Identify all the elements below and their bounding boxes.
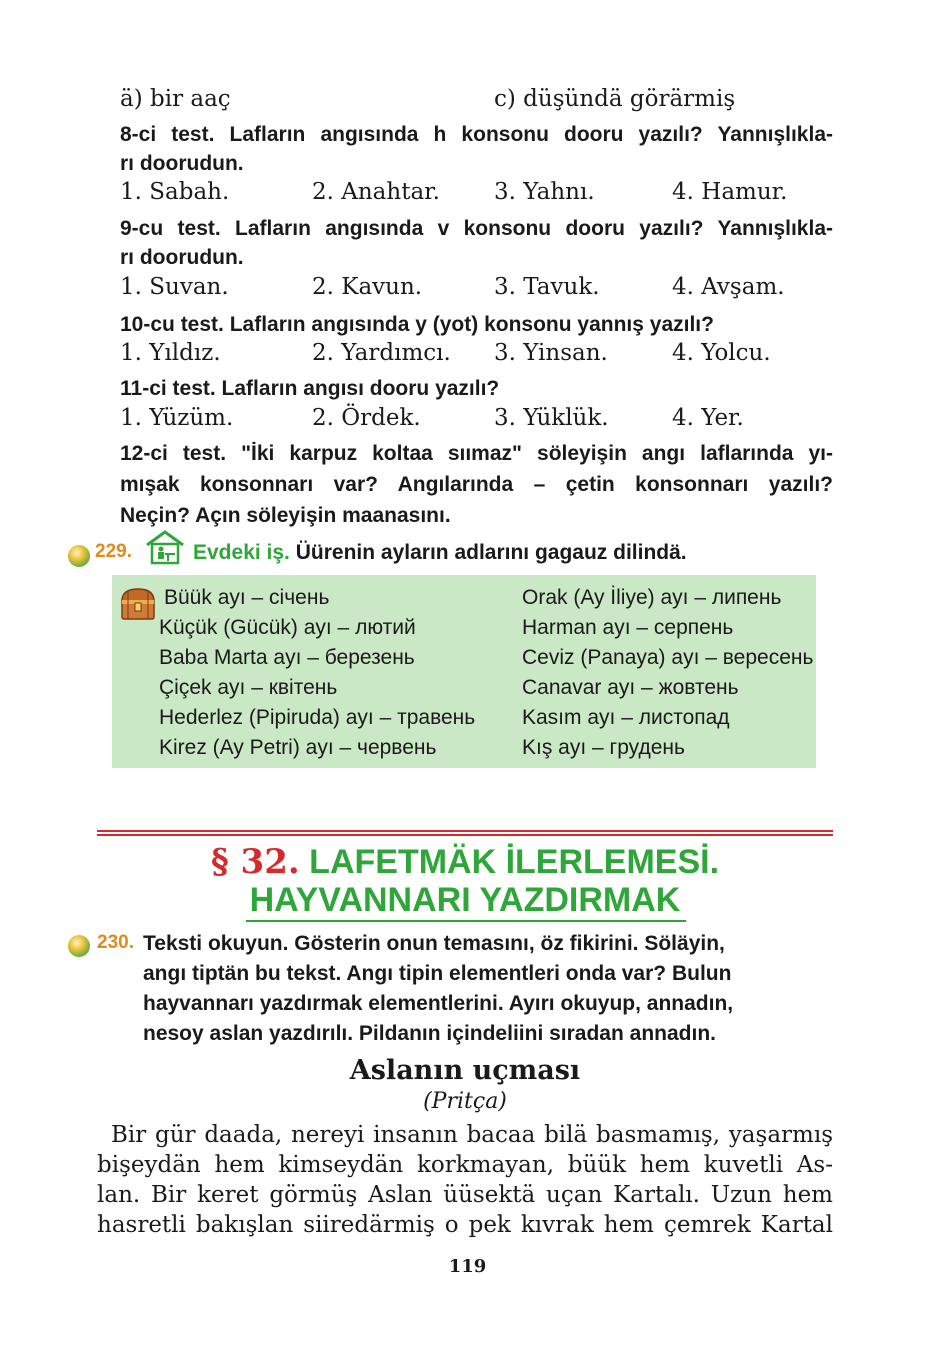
test-11-option-1: 1. Yüzüm. xyxy=(120,405,234,431)
exercise-229-label: Evdeki iş. xyxy=(193,541,290,564)
test-10-option-2: 2. Yardımcı. xyxy=(312,340,451,366)
story-author: (Pritça) xyxy=(423,1089,507,1114)
test-9-line-2: rı doorudun. xyxy=(120,246,244,269)
exercise-229-text: Üürenin ayların adlarını gagauz dilindä. xyxy=(295,541,687,564)
bullet-icon xyxy=(68,545,90,567)
month-right-6: Kış ayı – грудень xyxy=(522,736,685,759)
test-12-question xyxy=(120,438,833,531)
test-8-option-3: 3. Yahnı. xyxy=(494,179,595,205)
section-title-line-1 xyxy=(97,842,833,882)
section-title: LAFETMÄK İLERLEMESİ. xyxy=(309,843,720,881)
bullet-icon xyxy=(68,935,90,957)
test-8-line-2: rı doorudun. xyxy=(120,152,244,175)
month-right-4: Canavar ayı – жовтень xyxy=(522,676,739,699)
month-left-3: Baba Marta ayı – березень xyxy=(159,646,415,669)
test-9-option-4: 4. Avşam. xyxy=(672,274,785,300)
page-number: 119 xyxy=(448,1256,487,1277)
section-divider xyxy=(97,830,833,838)
story-body xyxy=(97,1120,833,1240)
story-line-2: bişeydän hem kimseydän korkmayan, büük hem kuvetli As- xyxy=(97,1152,833,1178)
house-icon xyxy=(145,529,185,565)
test-11-option-3: 3. Yüklük. xyxy=(494,405,609,431)
test-9-option-2: 2. Kavun. xyxy=(312,274,423,300)
exercise-230-instruction xyxy=(143,929,733,1049)
test-10-option-1: 1. Yıldız. xyxy=(120,340,221,366)
test-10-option-4: 4. Yolcu. xyxy=(672,340,771,366)
test-8-option-1: 1. Sabah. xyxy=(120,179,230,205)
exercise-229-instruction xyxy=(193,538,687,567)
section-title-line-2: HAYVANNARI YAZDIRMAK xyxy=(249,881,681,919)
exercise-230-line-3: hayvannarı yazdırmak elementlerini. Ayırı okuyup, annadın, xyxy=(143,992,734,1015)
story-line-3: lan. Bir keret görmüş Aslan üüsektä uçan Kartalı. Uzun hem xyxy=(97,1182,833,1208)
exercise-230-line-2: angı tiptän bu tekst. Angı tipin elementleri onda var? Bulun xyxy=(143,962,732,985)
story-line-4: hasretli bakışlan siiredärmiş o pek kıvrak hem çemrek Kartal xyxy=(97,1212,833,1238)
test-8-question xyxy=(120,120,833,178)
month-left-2: Küçük (Gücük) ayı – лютий xyxy=(159,616,416,639)
test-11-option-4: 4. Yer. xyxy=(672,405,744,431)
test-12-line-2: mışak konsonnarı var? Angılarında – çetin konsonnarı yazılı? xyxy=(120,473,833,496)
test-9-question xyxy=(120,214,833,272)
month-left-4: Çiçek ayı – квітень xyxy=(159,676,338,699)
exercise-229-number: 229. xyxy=(95,541,132,562)
test-8-option-2: 2. Anahtar. xyxy=(312,179,440,205)
test-8-line-1: 8-ci test. Lafların angısında h konsonu dooru yazılı? Yannışlıkla- xyxy=(120,123,833,146)
treasure-chest-icon xyxy=(118,585,158,623)
section-symbol: § 32. xyxy=(210,842,300,882)
top-row-left: ä) bir aaç xyxy=(120,86,231,112)
test-8-option-4: 4. Hamur. xyxy=(672,179,788,205)
test-10-options xyxy=(0,338,935,368)
test-11-question: 11-ci test. Lafların angısı dooru yazılı? xyxy=(120,377,500,400)
test-9-line-1: 9-cu test. Lafların angısında v konsonu dooru yazılı? Yannışlıkla- xyxy=(120,217,833,240)
month-left-1: Büük ayı – січень xyxy=(164,586,330,609)
month-right-1: Orak (Ay İliye) ayı – липень xyxy=(522,586,782,609)
test-9-option-1: 1. Suvan. xyxy=(120,274,229,300)
month-right-5: Kasım ayı – листопад xyxy=(522,706,730,729)
month-left-5: Hederlez (Pipiruda) ayı – травень xyxy=(159,706,476,729)
month-right-3: Ceviz (Panaya) ayı – вересень xyxy=(522,646,814,669)
exercise-230-line-4: nesoy aslan yazdırılı. Pildanın içindeliini sıradan annadın. xyxy=(143,1022,716,1045)
section-underline xyxy=(246,920,686,922)
month-right-2: Harman ayı – серпень xyxy=(522,616,734,639)
top-row-right: c) düşündä görärmiş xyxy=(494,86,736,112)
test-11-options xyxy=(0,403,935,433)
test-9-options xyxy=(0,272,935,302)
story-line-1: Bir gür daada, nereyi insanın bacaa bilä basmamış, yaşarmış xyxy=(111,1122,833,1148)
test-12-line-3: Neçin? Açın söleyişin maanasını. xyxy=(120,504,451,527)
test-9-option-3: 3. Tavuk. xyxy=(494,274,600,300)
months-box xyxy=(112,575,816,768)
test-10-option-3: 3. Yinsan. xyxy=(494,340,608,366)
test-8-options xyxy=(0,177,935,207)
story-title: Aslanın uçması xyxy=(349,1055,581,1086)
month-left-6: Kirez (Ay Petri) ayı – червень xyxy=(159,736,437,759)
test-10-question: 10-cu test. Lafların angısında y (yot) konsonu yannış yazılı? xyxy=(120,313,714,336)
test-12-line-1: 12-ci test. "İki karpuz koltaa sıımaz" söleyişin angı laflarında yı- xyxy=(120,442,833,465)
exercise-230-number: 230. xyxy=(97,932,134,953)
exercise-230-line-1: Teksti okuyun. Gösterin onun temasını, öz fikirini. Söläyin, xyxy=(143,932,725,955)
test-11-option-2: 2. Ördek. xyxy=(312,405,421,431)
